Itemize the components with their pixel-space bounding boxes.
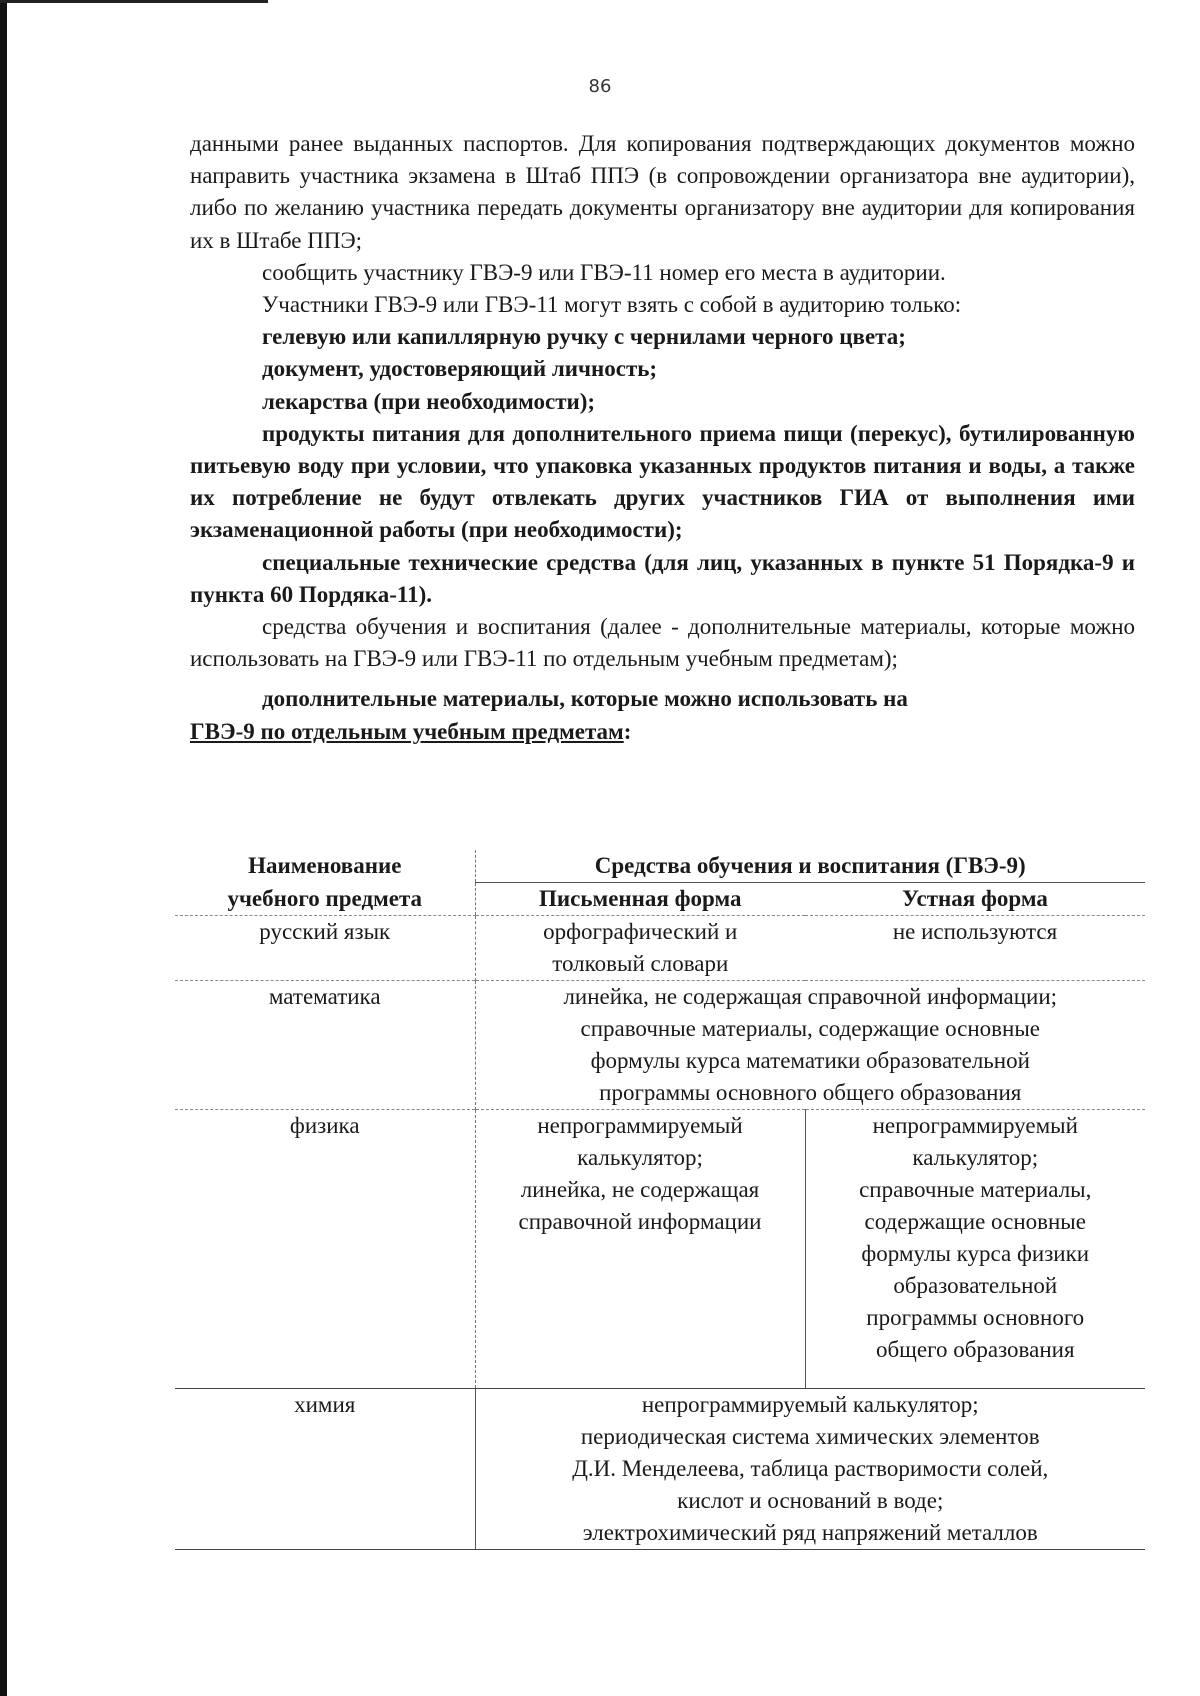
cell-line: содержащие основные [864, 1209, 1086, 1234]
allowed-item: документ, удостоверяющий личность; [262, 356, 658, 382]
cell-line: формулы курса математики образовательной [590, 1048, 1030, 1073]
cell-line: калькулятор; [577, 1145, 703, 1170]
subject-cell: русский язык [259, 919, 391, 944]
cell-line: непрограммируемый [872, 1113, 1078, 1138]
allowed-item: лекарства (при необходимости); [262, 388, 596, 414]
paragraph: Участники ГВЭ-9 или ГВЭ-11 могут взять с собой в аудиторию только: [262, 292, 962, 318]
header-row [175, 850, 1145, 883]
cell-line: общего образования [875, 1337, 1075, 1362]
col-header-subject-cont: учебного предмета [175, 883, 475, 916]
subject-cell: химия [175, 1389, 475, 1550]
cell-line: программы основного [866, 1305, 1085, 1330]
paragraph: данными ранее выданных паспортов. Для копирования подтверждающих документов можно направить участника экзамена в Штаб ППЭ (в сопровождении организатора вне аудитории), либо по желанию участника передать документы организатору вне аудитории для копирования их в Штабе ППЭ; [190, 131, 1135, 253]
allowed-item: специальные технические средства (для лиц, указанных в пункте 51 Порядка-9 и пункта 60 Пордяка-11). [190, 549, 1135, 607]
allowed-item: гелевую или капиллярную ручку с чернилами черного цвета; [262, 324, 906, 350]
cell-line: орфографический и [543, 919, 738, 944]
shared-cell [475, 981, 1145, 1110]
table-heading-line1: дополнительные материалы, которые можно использовать на [262, 686, 908, 712]
table-heading-line2: ГВЭ-9 по отдельным учебным предметам [190, 718, 624, 744]
cell-line: не используются [892, 919, 1058, 944]
body-text [190, 128, 1135, 748]
oral-cell [805, 1110, 1145, 1389]
written-cell [475, 1110, 805, 1389]
cell-line: периодическая система химических элементов [580, 1424, 1040, 1449]
col-header-written: Письменная форма [475, 883, 805, 916]
scan-edge-left [0, 0, 7, 1696]
col-header-oral: Устная форма [805, 883, 1145, 916]
cell-line: справочные материалы, [859, 1177, 1092, 1202]
col-header-means: Средства обучения и воспитания (ГВЭ-9) [475, 850, 1145, 883]
table-row [175, 981, 1145, 1110]
table-heading: дополнительные материалы, которые можно использовать на ГВЭ-9 по отдельным учебным предметам: [190, 686, 908, 744]
cell-line: кислот и оснований в воде; [677, 1488, 944, 1513]
cell-line: непрограммируемый калькулятор; [641, 1392, 979, 1417]
table-row [175, 916, 1145, 981]
cell-line: калькулятор; [912, 1145, 1039, 1170]
page-number: 86 [588, 76, 612, 97]
materials-table [175, 850, 1145, 1550]
subject-cell: математика [175, 981, 475, 1110]
cell-line: справочной информации [518, 1209, 762, 1234]
cell-line: программы основного общего образования [599, 1080, 1022, 1105]
subheader-row [175, 883, 1145, 916]
oral-cell [805, 916, 1145, 981]
cell-line: линейка, не содержащая справочной информации; [563, 984, 1058, 1009]
cell-line: Д.И. Менделеева, таблица растворимости солей, [572, 1456, 1049, 1481]
cell-line: электрохимический ряд напряжений металлов [582, 1520, 1038, 1545]
paragraph: средства обучения и воспитания (далее - дополнительные материалы, которые можно использовать на ГВЭ-9 или ГВЭ-11 по отдельным учебным предметам); [190, 614, 1135, 672]
col-header-subject [175, 850, 475, 883]
cell-line: формулы курса физики [861, 1241, 1090, 1266]
table-row [175, 1110, 1145, 1389]
subject-cell: физика [175, 1110, 475, 1389]
scan-edge-top [0, 0, 268, 3]
cell-line: линейка, не содержащая [520, 1177, 760, 1202]
cell-line: образовательной [893, 1273, 1058, 1298]
shared-cell [475, 1389, 1145, 1550]
paragraph: сообщить участнику ГВЭ-9 или ГВЭ-11 номер его места в аудитории. [262, 259, 946, 285]
cell-line: толковый словари [552, 951, 729, 976]
table-row [175, 1389, 1145, 1550]
written-cell [475, 916, 805, 981]
col-header-subject-line1: Наименование [248, 853, 402, 878]
cell-line: справочные материалы, содержащие основные [580, 1016, 1040, 1041]
allowed-item: продукты питания для дополнительного приема пищи (перекус), бутилированную питьевую воду при условии, что упаковка указанных продуктов питания и воды, а также их потребление не будут отвлекать других участников ГИА от выполнения ими экзаменационной работы (при необходимости); [190, 420, 1135, 543]
cell-line: непрограммируемый [537, 1113, 743, 1138]
